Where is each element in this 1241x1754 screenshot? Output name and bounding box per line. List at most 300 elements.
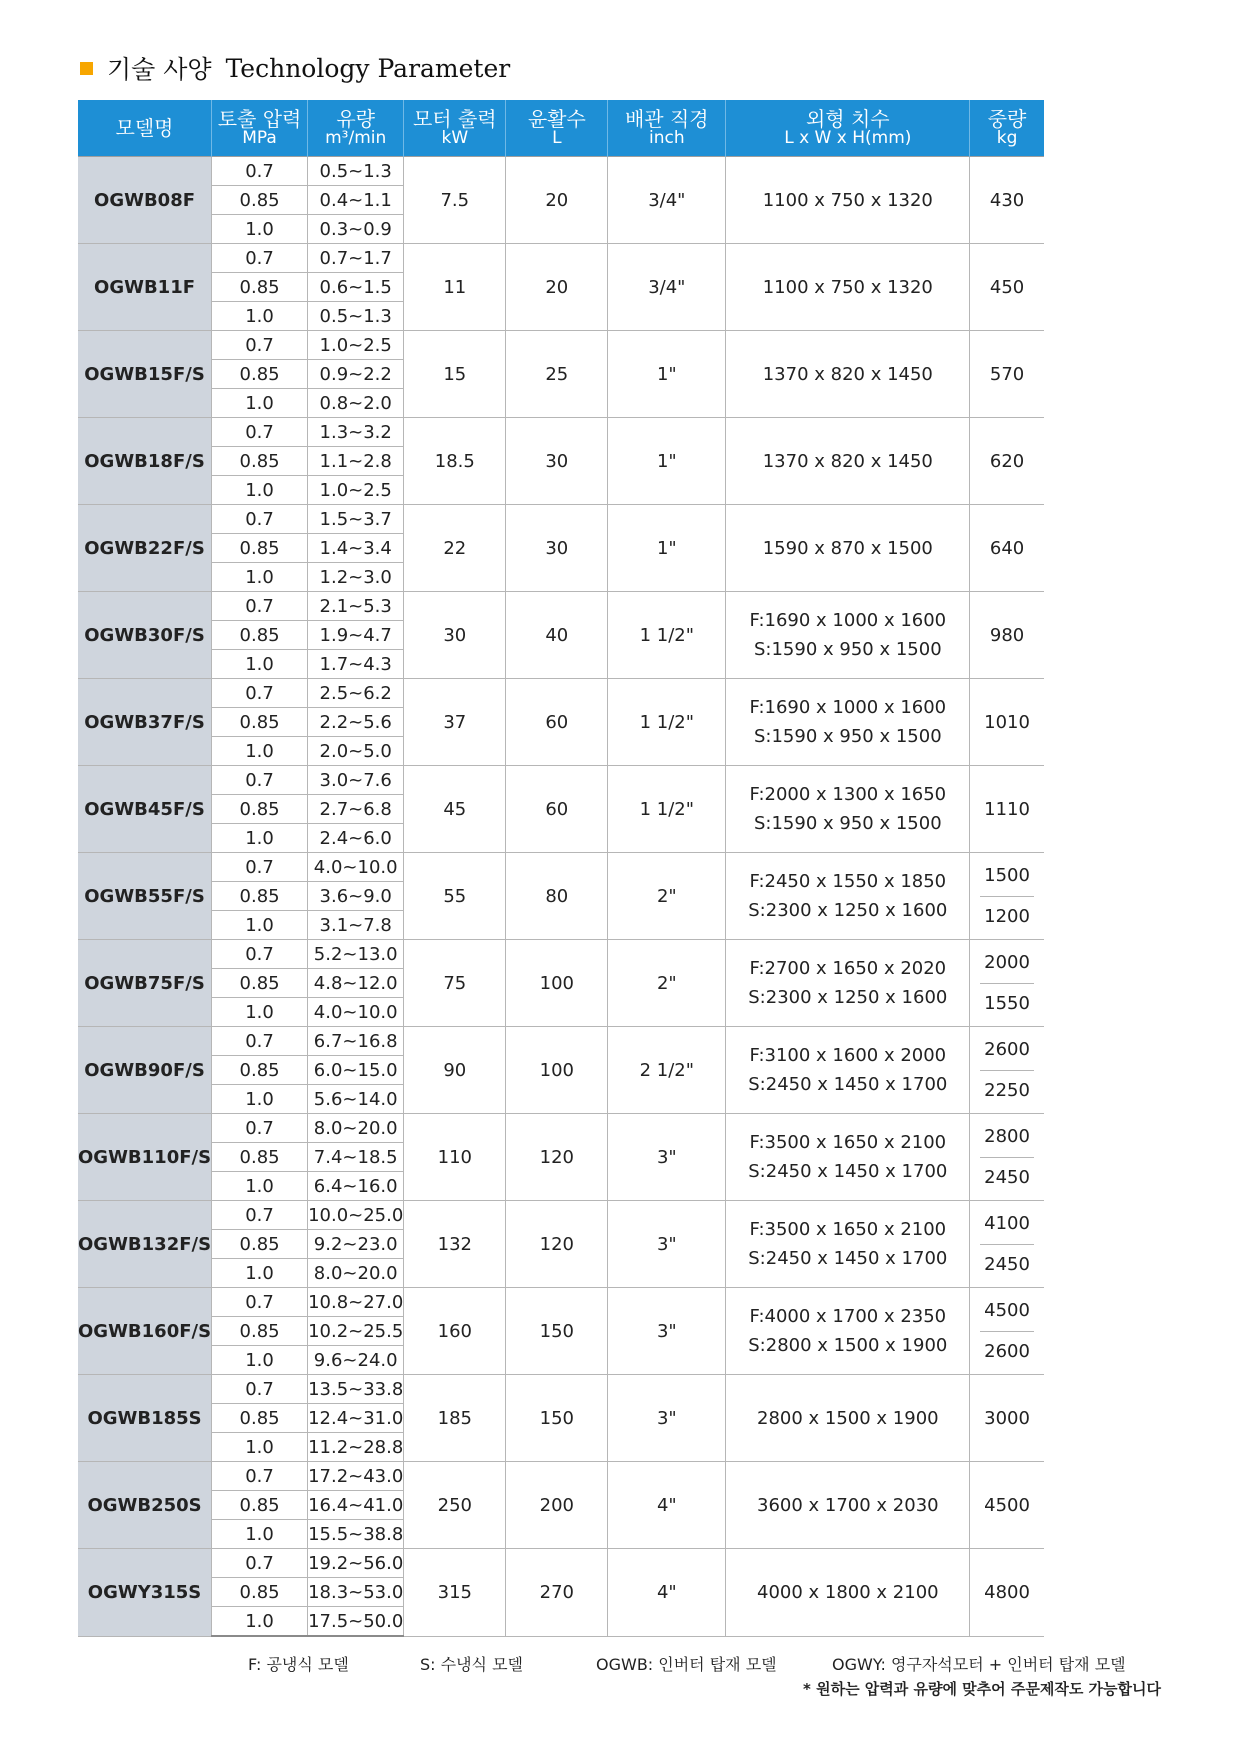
pressure-value: 0.7 xyxy=(212,1375,308,1404)
flow-value: 13.5~33.8 xyxy=(308,1375,404,1404)
pressure-value: 0.7 xyxy=(212,1288,308,1317)
pressure-value: 0.7 xyxy=(212,1114,308,1143)
weight-kg: 3000 xyxy=(970,1375,1044,1462)
lube-water: 25 xyxy=(506,331,608,418)
motor-kw: 250 xyxy=(404,1462,506,1549)
dimensions xyxy=(726,1201,970,1288)
header-unit: L x W x H(mm) xyxy=(784,128,912,149)
weight-s: 1550 xyxy=(984,993,1030,1014)
weight-split xyxy=(980,1290,1034,1372)
pressure-value: 0.85 xyxy=(212,1317,308,1346)
dimension-line: S:2450 x 1450 x 1700 xyxy=(748,1161,948,1182)
model-name: OGWY315S xyxy=(78,1549,212,1637)
header-cell xyxy=(506,100,608,157)
flow-value: 6.4~16.0 xyxy=(308,1172,404,1201)
flow-value: 6.0~15.0 xyxy=(308,1056,404,1085)
header-cell xyxy=(970,100,1044,157)
pressure-value: 0.7 xyxy=(212,1201,308,1230)
flow-value: 1.9~4.7 xyxy=(308,621,404,650)
dimensions xyxy=(726,1114,970,1201)
header-unit: MPa xyxy=(242,128,277,149)
pressure-value: 0.85 xyxy=(212,1230,308,1259)
pressure-value: 1.0 xyxy=(212,389,308,418)
pipe-diameter: 1 1/2" xyxy=(608,592,726,679)
dimension-line: S:1590 x 950 x 1500 xyxy=(753,726,942,747)
pipe-diameter: 2" xyxy=(608,940,726,1027)
table-row xyxy=(78,331,1044,360)
dimensions xyxy=(726,157,970,244)
pressure-value: 0.85 xyxy=(212,1578,308,1607)
dimension-line: 1370 x 820 x 1450 xyxy=(762,363,933,385)
pipe-diameter: 3" xyxy=(608,1114,726,1201)
pressure-value: 1.0 xyxy=(212,1346,308,1375)
pressure-value: 0.85 xyxy=(212,882,308,911)
weight-kg: 4800 xyxy=(970,1549,1044,1637)
table-row xyxy=(78,1201,1044,1230)
flow-value: 8.0~20.0 xyxy=(308,1114,404,1143)
flow-value: 0.4~1.1 xyxy=(308,186,404,215)
pressure-value: 0.7 xyxy=(212,331,308,360)
flow-value: 16.4~41.0 xyxy=(308,1491,404,1520)
motor-kw: 30 xyxy=(404,592,506,679)
model-name: OGWB15F/S xyxy=(78,331,212,418)
weight-kg: 980 xyxy=(970,592,1044,679)
dimensions xyxy=(726,331,970,418)
model-name: OGWB45F/S xyxy=(78,766,212,853)
pressure-value: 1.0 xyxy=(212,1172,308,1201)
pressure-value: 1.0 xyxy=(212,1607,308,1637)
weight-f: 1500 xyxy=(980,856,1034,897)
table-row xyxy=(78,592,1044,621)
flow-value: 10.0~25.0 xyxy=(308,1201,404,1230)
dimension-line: 2800 x 1500 x 1900 xyxy=(757,1407,939,1429)
header-cell xyxy=(608,100,726,157)
pressure-value: 0.85 xyxy=(212,621,308,650)
flow-value: 11.2~28.8 xyxy=(308,1433,404,1462)
motor-kw: 55 xyxy=(404,853,506,940)
model-name: OGWB132F/S xyxy=(78,1201,212,1288)
flow-value: 2.0~5.0 xyxy=(308,737,404,766)
flow-value: 17.5~50.0 xyxy=(308,1607,404,1637)
table-row xyxy=(78,1288,1044,1317)
pressure-value: 0.7 xyxy=(212,1549,308,1578)
flow-value: 0.7~1.7 xyxy=(308,244,404,273)
section-title xyxy=(80,50,510,86)
pipe-diameter: 3" xyxy=(608,1375,726,1462)
weight-kg xyxy=(970,940,1044,1027)
pressure-value: 0.7 xyxy=(212,1462,308,1491)
pipe-diameter: 1" xyxy=(608,418,726,505)
pipe-diameter: 2" xyxy=(608,853,726,940)
pressure-value: 1.0 xyxy=(212,215,308,244)
weight-kg xyxy=(970,1114,1044,1201)
model-name: OGWB30F/S xyxy=(78,592,212,679)
lube-water: 80 xyxy=(506,853,608,940)
dimension-line: S:2450 x 1450 x 1700 xyxy=(748,1074,948,1095)
dimension-line: S:2800 x 1500 x 1900 xyxy=(748,1335,948,1356)
motor-kw: 90 xyxy=(404,1027,506,1114)
pressure-value: 0.85 xyxy=(212,534,308,563)
lube-water: 60 xyxy=(506,679,608,766)
title-english: Technology Parameter xyxy=(225,53,511,83)
flow-value: 2.7~6.8 xyxy=(308,795,404,824)
flow-value: 15.5~38.8 xyxy=(308,1520,404,1549)
dimensions xyxy=(726,679,970,766)
model-name: OGWB90F/S xyxy=(78,1027,212,1114)
flow-value: 9.6~24.0 xyxy=(308,1346,404,1375)
weight-kg xyxy=(970,853,1044,940)
pressure-value: 1.0 xyxy=(212,737,308,766)
lube-water: 120 xyxy=(506,1114,608,1201)
flow-value: 17.2~43.0 xyxy=(308,1462,404,1491)
pressure-value: 0.85 xyxy=(212,447,308,476)
header-cell xyxy=(308,100,404,157)
flow-value: 18.3~53.0 xyxy=(308,1578,404,1607)
pressure-value: 0.85 xyxy=(212,360,308,389)
lube-water: 270 xyxy=(506,1549,608,1637)
pressure-value: 0.7 xyxy=(212,418,308,447)
header-label: 중량 xyxy=(987,106,1027,131)
flow-value: 3.6~9.0 xyxy=(308,882,404,911)
motor-kw: 110 xyxy=(404,1114,506,1201)
header-unit: kW xyxy=(441,128,469,149)
model-name: OGWB22F/S xyxy=(78,505,212,592)
dimension-line: F:3500 x 1650 x 2100 xyxy=(749,1132,947,1153)
dimension-line: 1100 x 750 x 1320 xyxy=(762,276,933,298)
weight-split xyxy=(980,1203,1034,1285)
flow-value: 1.1~2.8 xyxy=(308,447,404,476)
weight-kg: 450 xyxy=(970,244,1044,331)
lube-water: 100 xyxy=(506,1027,608,1114)
dimension-line: 1590 x 870 x 1500 xyxy=(762,537,933,559)
dimension-line: 4000 x 1800 x 2100 xyxy=(757,1581,939,1603)
pipe-diameter: 4" xyxy=(608,1549,726,1637)
pressure-value: 0.85 xyxy=(212,1056,308,1085)
flow-value: 1.7~4.3 xyxy=(308,650,404,679)
lube-water: 20 xyxy=(506,244,608,331)
motor-kw: 132 xyxy=(404,1201,506,1288)
flow-value: 4.0~10.0 xyxy=(308,998,404,1027)
dimension-line: S:2300 x 1250 x 1600 xyxy=(748,900,948,921)
pressure-value: 1.0 xyxy=(212,476,308,505)
table-row xyxy=(78,1375,1044,1404)
pressure-value: 0.85 xyxy=(212,708,308,737)
weight-split xyxy=(980,1029,1034,1111)
dimensions xyxy=(726,940,970,1027)
dimensions xyxy=(726,766,970,853)
pressure-value: 0.7 xyxy=(212,592,308,621)
note-s: S: 수냉식 모델 xyxy=(420,1655,523,1674)
flow-value: 9.2~23.0 xyxy=(308,1230,404,1259)
motor-kw: 37 xyxy=(404,679,506,766)
weight-kg: 640 xyxy=(970,505,1044,592)
pressure-value: 0.7 xyxy=(212,853,308,882)
flow-value: 4.0~10.0 xyxy=(308,853,404,882)
dimension-line: F:3100 x 1600 x 2000 xyxy=(749,1045,947,1066)
pipe-diameter: 1" xyxy=(608,331,726,418)
flow-value: 0.5~1.3 xyxy=(308,302,404,331)
pipe-diameter: 4" xyxy=(608,1462,726,1549)
motor-kw: 11 xyxy=(404,244,506,331)
pressure-value: 0.7 xyxy=(212,244,308,273)
weight-f: 4100 xyxy=(980,1204,1034,1245)
flow-value: 1.2~3.0 xyxy=(308,563,404,592)
table-row xyxy=(78,940,1044,969)
model-name: OGWB08F xyxy=(78,157,212,244)
weight-s: 2600 xyxy=(984,1341,1030,1362)
weight-s: 1200 xyxy=(984,906,1030,927)
flow-value: 1.0~2.5 xyxy=(308,331,404,360)
header-unit: inch xyxy=(649,128,685,149)
table-row xyxy=(78,766,1044,795)
flow-value: 5.2~13.0 xyxy=(308,940,404,969)
table-row xyxy=(78,505,1044,534)
pressure-value: 0.7 xyxy=(212,940,308,969)
motor-kw: 185 xyxy=(404,1375,506,1462)
pressure-value: 1.0 xyxy=(212,1520,308,1549)
flow-value: 2.2~5.6 xyxy=(308,708,404,737)
header-unit: kg xyxy=(996,128,1018,149)
pipe-diameter: 1 1/2" xyxy=(608,766,726,853)
weight-s: 2450 xyxy=(984,1167,1030,1188)
flow-value: 3.1~7.8 xyxy=(308,911,404,940)
lube-water: 60 xyxy=(506,766,608,853)
lube-water: 150 xyxy=(506,1288,608,1375)
flow-value: 1.4~3.4 xyxy=(308,534,404,563)
lube-water: 30 xyxy=(506,505,608,592)
header-label: 모델명 xyxy=(115,115,174,140)
model-name: OGWB11F xyxy=(78,244,212,331)
header-label: 토출 압력 xyxy=(217,106,302,131)
table-row xyxy=(78,418,1044,447)
header-label: 윤활수 xyxy=(527,106,586,131)
pressure-value: 0.85 xyxy=(212,273,308,302)
weight-f: 2600 xyxy=(980,1030,1034,1071)
lube-water: 120 xyxy=(506,1201,608,1288)
pressure-value: 1.0 xyxy=(212,824,308,853)
model-name: OGWB18F/S xyxy=(78,418,212,505)
weight-f: 2800 xyxy=(980,1117,1034,1158)
pipe-diameter: 1" xyxy=(608,505,726,592)
dimensions xyxy=(726,853,970,940)
flow-value: 4.8~12.0 xyxy=(308,969,404,998)
flow-value: 0.9~2.2 xyxy=(308,360,404,389)
lube-water: 20 xyxy=(506,157,608,244)
dimensions xyxy=(726,1288,970,1375)
dimension-line: F:2000 x 1300 x 1650 xyxy=(749,784,947,805)
motor-kw: 7.5 xyxy=(404,157,506,244)
lube-water: 30 xyxy=(506,418,608,505)
pressure-value: 1.0 xyxy=(212,1085,308,1114)
title-korean: 기술 사양 xyxy=(107,55,212,84)
pressure-value: 0.7 xyxy=(212,505,308,534)
dimension-line: F:2450 x 1550 x 1850 xyxy=(749,871,947,892)
flow-value: 8.0~20.0 xyxy=(308,1259,404,1288)
pressure-value: 0.85 xyxy=(212,1491,308,1520)
motor-kw: 75 xyxy=(404,940,506,1027)
spec-table xyxy=(78,100,1044,1637)
flow-value: 2.4~6.0 xyxy=(308,824,404,853)
pressure-value: 1.0 xyxy=(212,998,308,1027)
weight-s: 2450 xyxy=(984,1254,1030,1275)
pressure-value: 0.85 xyxy=(212,1143,308,1172)
model-name: OGWB110F/S xyxy=(78,1114,212,1201)
table-row xyxy=(78,1549,1044,1578)
table-row xyxy=(78,1114,1044,1143)
pressure-value: 0.7 xyxy=(212,766,308,795)
pressure-value: 0.85 xyxy=(212,1404,308,1433)
pressure-value: 0.7 xyxy=(212,679,308,708)
lube-water: 150 xyxy=(506,1375,608,1462)
pipe-diameter: 3" xyxy=(608,1201,726,1288)
header-label: 외형 치수 xyxy=(805,106,890,131)
table-body xyxy=(78,157,1044,1637)
weight-kg xyxy=(970,1288,1044,1375)
pressure-value: 0.85 xyxy=(212,795,308,824)
model-name: OGWB250S xyxy=(78,1462,212,1549)
header-cell xyxy=(404,100,506,157)
flow-value: 3.0~7.6 xyxy=(308,766,404,795)
flow-value: 10.8~27.0 xyxy=(308,1288,404,1317)
flow-value: 2.5~6.2 xyxy=(308,679,404,708)
pipe-diameter: 2 1/2" xyxy=(608,1027,726,1114)
dimension-line: S:1590 x 950 x 1500 xyxy=(753,813,942,834)
weight-split xyxy=(980,942,1034,1024)
table-row xyxy=(78,1462,1044,1491)
model-name: OGWB75F/S xyxy=(78,940,212,1027)
dimension-line: S:2450 x 1450 x 1700 xyxy=(748,1248,948,1269)
header-label: 배관 직경 xyxy=(624,106,709,131)
flow-value: 0.8~2.0 xyxy=(308,389,404,418)
header-unit: m³/min xyxy=(325,128,387,149)
model-name: OGWB37F/S xyxy=(78,679,212,766)
header-cell xyxy=(212,100,308,157)
motor-kw: 160 xyxy=(404,1288,506,1375)
pressure-value: 1.0 xyxy=(212,1433,308,1462)
motor-kw: 22 xyxy=(404,505,506,592)
model-name: OGWB55F/S xyxy=(78,853,212,940)
flow-value: 6.7~16.8 xyxy=(308,1027,404,1056)
dimension-line: S:1590 x 950 x 1500 xyxy=(753,639,942,660)
note-f: F: 공냉식 모델 xyxy=(248,1655,349,1674)
dimension-line: F:4000 x 1700 x 2350 xyxy=(749,1306,947,1327)
lube-water: 200 xyxy=(506,1462,608,1549)
motor-kw: 15 xyxy=(404,331,506,418)
dimensions xyxy=(726,1549,970,1637)
weight-kg: 620 xyxy=(970,418,1044,505)
pressure-value: 0.7 xyxy=(212,157,308,186)
flow-value: 0.5~1.3 xyxy=(308,157,404,186)
dimensions xyxy=(726,592,970,679)
flow-value: 5.6~14.0 xyxy=(308,1085,404,1114)
pressure-value: 1.0 xyxy=(212,911,308,940)
weight-kg: 4500 xyxy=(970,1462,1044,1549)
note-ogwy: OGWY: 영구자석모터 + 인버터 탑재 모델 xyxy=(832,1655,1126,1674)
model-name: OGWB185S xyxy=(78,1375,212,1462)
dimension-line: 1370 x 820 x 1450 xyxy=(762,450,933,472)
dimensions xyxy=(726,244,970,331)
dimension-line: F:2700 x 1650 x 2020 xyxy=(749,958,947,979)
lube-water: 100 xyxy=(506,940,608,1027)
pressure-value: 0.85 xyxy=(212,186,308,215)
flow-value: 1.0~2.5 xyxy=(308,476,404,505)
dimension-line: F:1690 x 1000 x 1600 xyxy=(749,697,947,718)
header-cell xyxy=(726,100,970,157)
lube-water: 40 xyxy=(506,592,608,679)
flow-value: 12.4~31.0 xyxy=(308,1404,404,1433)
note-ogwb: OGWB: 인버터 탑재 모델 xyxy=(596,1655,777,1674)
square-bullet-icon xyxy=(80,62,93,75)
model-name: OGWB160F/S xyxy=(78,1288,212,1375)
pipe-diameter: 3/4" xyxy=(608,157,726,244)
motor-kw: 45 xyxy=(404,766,506,853)
dimensions xyxy=(726,1375,970,1462)
motor-kw: 18.5 xyxy=(404,418,506,505)
table-row xyxy=(78,679,1044,708)
pressure-value: 1.0 xyxy=(212,563,308,592)
weight-kg xyxy=(970,1027,1044,1114)
table-header-row xyxy=(78,100,1044,157)
weight-kg: 570 xyxy=(970,331,1044,418)
dimensions xyxy=(726,1027,970,1114)
flow-value: 0.6~1.5 xyxy=(308,273,404,302)
header-label: 유량 xyxy=(336,106,375,131)
weight-kg: 430 xyxy=(970,157,1044,244)
dimension-line: S:2300 x 1250 x 1600 xyxy=(748,987,948,1008)
flow-value: 0.3~0.9 xyxy=(308,215,404,244)
weight-f: 2000 xyxy=(980,943,1034,984)
flow-value: 10.2~25.5 xyxy=(308,1317,404,1346)
weight-s: 2250 xyxy=(984,1080,1030,1101)
weight-kg xyxy=(970,1201,1044,1288)
weight-split xyxy=(980,855,1034,937)
weight-f: 4500 xyxy=(980,1291,1034,1332)
header-cell xyxy=(78,100,212,157)
table-row xyxy=(78,157,1044,186)
table-row xyxy=(78,1027,1044,1056)
pressure-value: 0.7 xyxy=(212,1027,308,1056)
pipe-diameter: 3" xyxy=(608,1288,726,1375)
weight-kg: 1010 xyxy=(970,679,1044,766)
header-label: 모터 출력 xyxy=(412,106,497,131)
flow-value: 7.4~18.5 xyxy=(308,1143,404,1172)
pressure-value: 1.0 xyxy=(212,302,308,331)
flow-value: 1.5~3.7 xyxy=(308,505,404,534)
pipe-diameter: 3/4" xyxy=(608,244,726,331)
pressure-value: 1.0 xyxy=(212,650,308,679)
dimensions xyxy=(726,418,970,505)
header-unit: L xyxy=(552,128,562,149)
table-row xyxy=(78,244,1044,273)
dimension-line: 3600 x 1700 x 2030 xyxy=(757,1494,939,1516)
pressure-value: 1.0 xyxy=(212,1259,308,1288)
dimensions xyxy=(726,1462,970,1549)
dimension-line: 1100 x 750 x 1320 xyxy=(762,189,933,211)
table-row xyxy=(78,853,1044,882)
motor-kw: 315 xyxy=(404,1549,506,1637)
weight-kg: 1110 xyxy=(970,766,1044,853)
pipe-diameter: 1 1/2" xyxy=(608,679,726,766)
dimension-line: F:1690 x 1000 x 1600 xyxy=(749,610,947,631)
dimension-line: F:3500 x 1650 x 2100 xyxy=(749,1219,947,1240)
weight-split xyxy=(980,1116,1034,1198)
pressure-value: 0.85 xyxy=(212,969,308,998)
note-custom-order: * 원하는 압력과 유량에 맞추어 주문제작도 가능합니다 xyxy=(803,1680,1161,1698)
flow-value: 1.3~3.2 xyxy=(308,418,404,447)
dimensions xyxy=(726,505,970,592)
flow-value: 19.2~56.0 xyxy=(308,1549,404,1578)
flow-value: 2.1~5.3 xyxy=(308,592,404,621)
